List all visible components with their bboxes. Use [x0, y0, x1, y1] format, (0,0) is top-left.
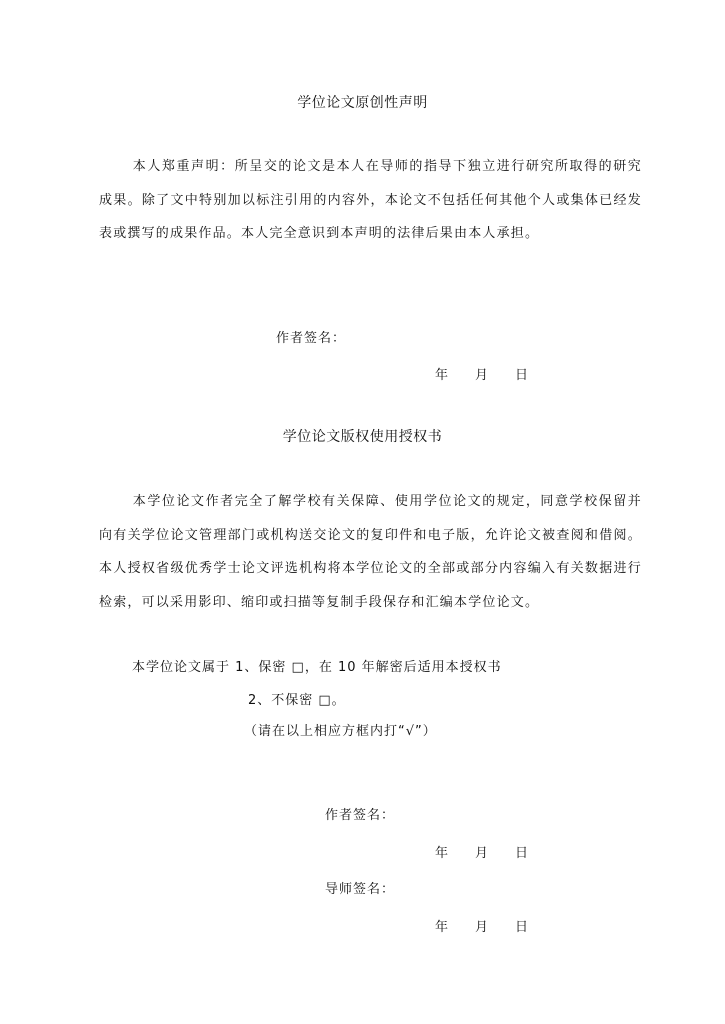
author-signature-date	[435, 842, 555, 861]
confidentiality-option-1: 本学位论文属于 1、保密 □，在 10 年解密后适用本授权书	[132, 660, 502, 675]
month-label: 月	[475, 368, 489, 383]
month-label: 月	[475, 846, 489, 861]
author-signature-label: 作者签名：	[325, 808, 396, 823]
authorization-title: 学位论文版权使用授权书	[282, 429, 443, 445]
confidentiality-option-2: 2、不保密 □。	[248, 693, 346, 708]
year-label: 年	[435, 846, 449, 861]
declaration-body: 本人郑重声明：所呈交的论文是本人在导师的指导下独立进行研究所取得的研究成果。除了文中特别加以标注引用的内容外，本论文不包括任何其他个人或集体已经发表或撰写的成果作品。本人完全意识到本声明的法律后果由本人承担。	[99, 159, 642, 241]
month-label: 月	[475, 920, 489, 935]
declaration-title: 学位论文原创性声明	[297, 95, 428, 111]
declaration-date	[435, 364, 555, 383]
year-label: 年	[435, 920, 449, 935]
year-label: 年	[435, 368, 449, 383]
declaration-signature-label: 作者签名：	[276, 331, 347, 346]
day-label: 日	[515, 920, 529, 935]
day-label: 日	[515, 846, 529, 861]
checkbox-instruction: （请在以上相应方框内打“√”）	[244, 724, 437, 739]
advisor-signature-label: 导师签名：	[325, 882, 396, 897]
authorization-body: 本学位论文作者完全了解学校有关保障、使用学位论文的规定，同意学校保留并向有关学位论文管理部门或机构送交论文的复印件和电子版，允许论文被查阅和借阅。本人授权省级优秀学士论文评选机构将本学位论文的全部或部分内容编入有关数据进行检索，可以采用影印、缩印或扫描等复制手段保存和汇编本学位论文。	[99, 494, 642, 610]
advisor-signature-date	[435, 916, 555, 935]
day-label: 日	[515, 368, 529, 383]
